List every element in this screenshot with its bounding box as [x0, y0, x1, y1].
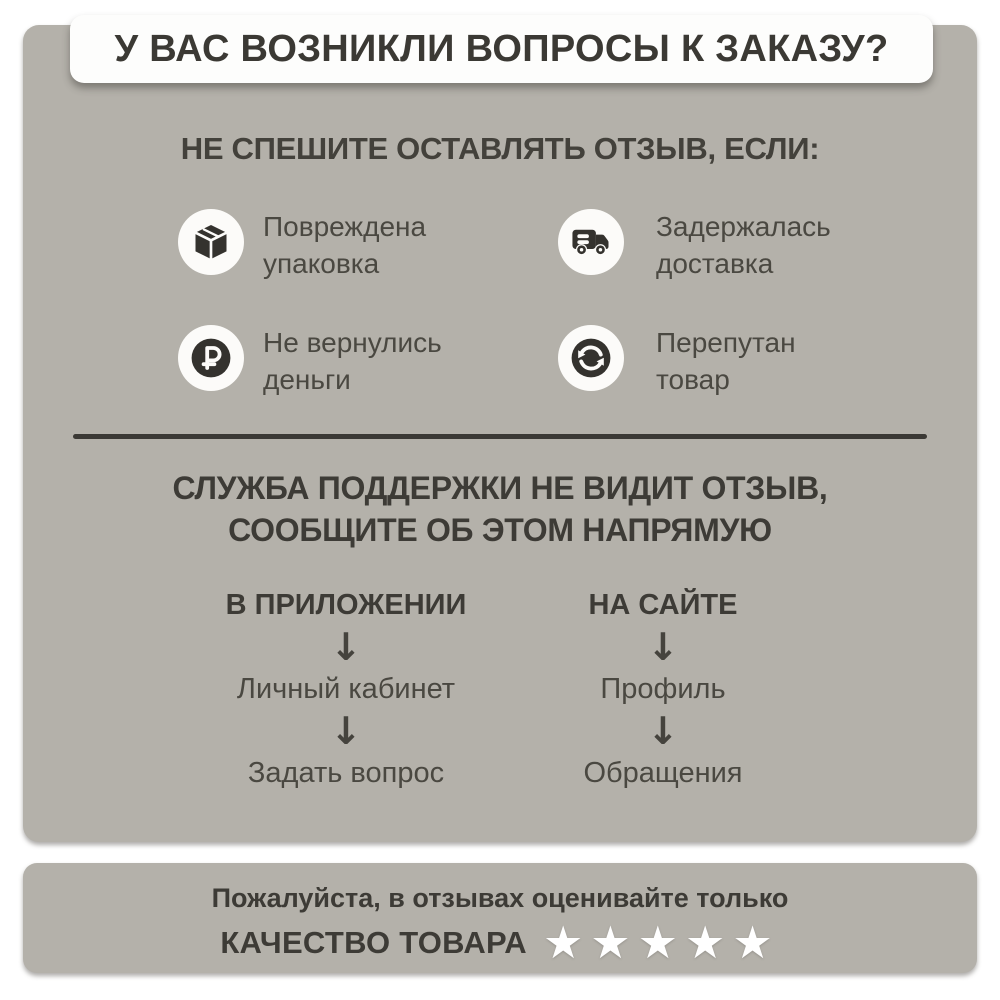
- star-rating: ★★★★★: [542, 916, 780, 969]
- package-icon: [178, 209, 244, 275]
- page-title: У ВАС ВОЗНИКЛИ ВОПРОСЫ К ЗАКАЗУ?: [114, 27, 889, 70]
- flow-title-app: В ПРИЛОЖЕНИИ: [225, 589, 467, 621]
- reason-line: товар: [656, 364, 730, 395]
- package-icon: [191, 222, 231, 262]
- flow-step: Задать вопрос: [247, 757, 445, 789]
- reason-line: деньги: [263, 364, 351, 395]
- divider-line: [73, 434, 927, 439]
- ruble-icon: [178, 325, 244, 391]
- reasons-heading: НЕ СПЕШИТЕ ОСТАВЛЯТЬ ОТЗЫВ, ЕСЛИ:: [180, 131, 820, 166]
- footer-quality-label: КАЧЕСТВО ТОВАРА: [220, 925, 527, 960]
- down-arrow-icon: ↓: [647, 709, 679, 753]
- flow-column-app: [186, 589, 506, 791]
- flow-step: Профиль: [600, 673, 726, 705]
- header-card: [70, 15, 933, 83]
- ruble-icon: [187, 334, 235, 382]
- truck-icon: [558, 209, 624, 275]
- down-arrow-icon: ↓: [647, 625, 679, 669]
- truck-icon: [570, 221, 612, 263]
- support-heading-line1: СЛУЖБА ПОДДЕРЖКИ НЕ ВИДИТ ОТЗЫВ,: [172, 470, 828, 506]
- flow-title-site: НА САЙТЕ: [588, 589, 738, 621]
- reason-line: Перепутан: [656, 327, 796, 358]
- reason-item-refund: [263, 324, 442, 398]
- reason-line: Повреждена: [263, 211, 427, 242]
- reason-line: доставка: [656, 248, 774, 279]
- footer-card: [23, 863, 977, 973]
- flow-step: Личный кабинет: [236, 673, 456, 705]
- flow-step: Обращения: [583, 757, 743, 789]
- footer-quality-row: [23, 916, 977, 969]
- reason-item-packaging: [263, 208, 426, 282]
- swap-icon: [567, 334, 615, 382]
- footer-note: Пожалуйста, в отзывах оценивайте только: [211, 883, 789, 913]
- reason-line: упаковка: [263, 248, 380, 279]
- reason-item-wrong-item: [656, 324, 796, 398]
- reason-item-delivery: [656, 208, 831, 282]
- support-heading-line2: СООБЩИТЕ ОБ ЭТОМ НАПРЯМУЮ: [228, 512, 772, 548]
- flow-column-site: [503, 589, 823, 791]
- reason-line: Задержалась: [656, 211, 831, 242]
- reason-line: Не вернулись: [263, 327, 442, 358]
- down-arrow-icon: ↓: [330, 625, 362, 669]
- down-arrow-icon: ↓: [330, 709, 362, 753]
- support-heading: [0, 467, 1000, 551]
- swap-icon: [558, 325, 624, 391]
